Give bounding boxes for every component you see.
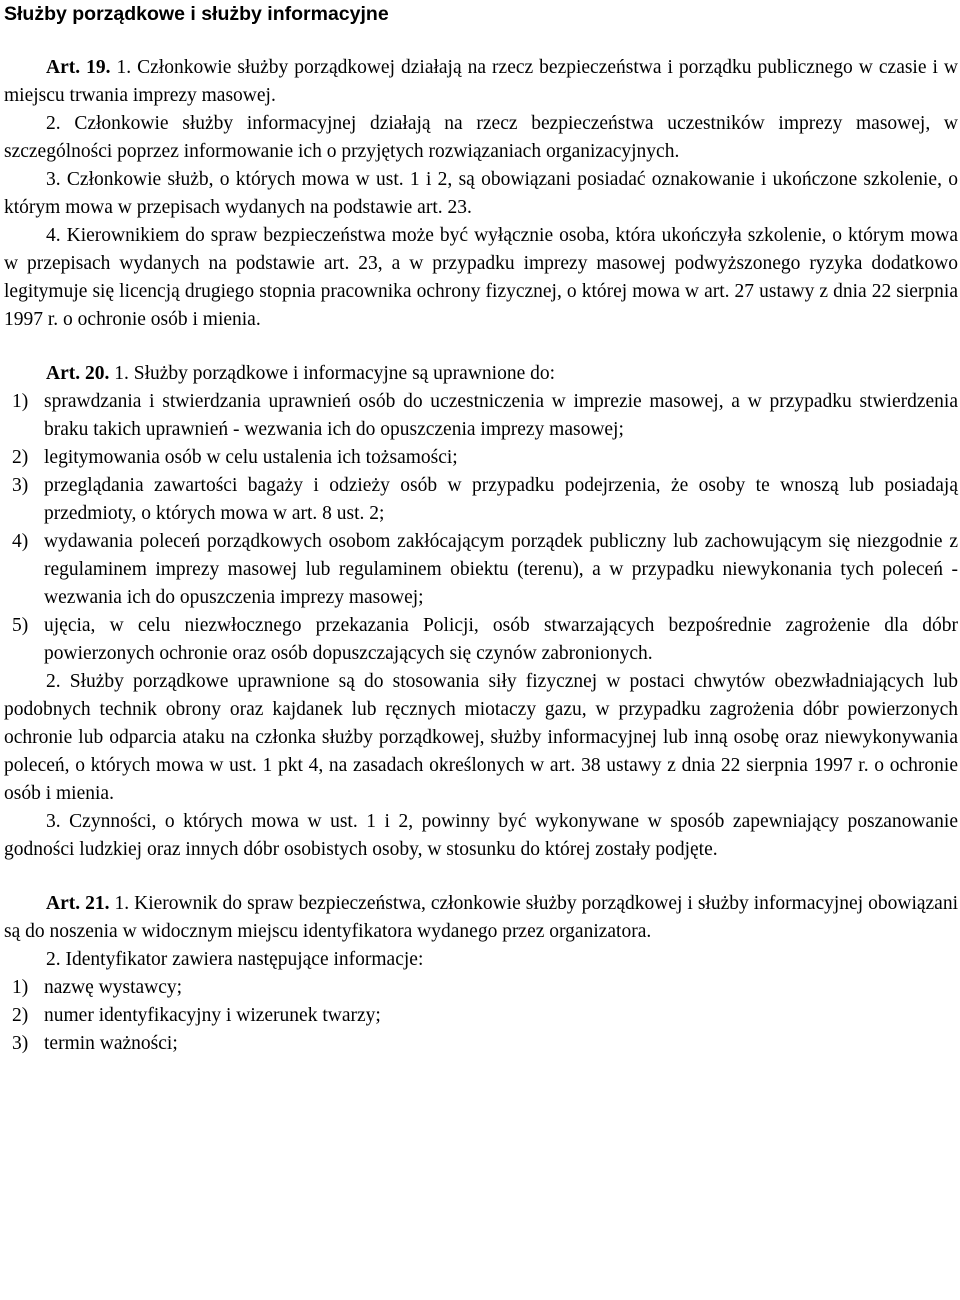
art19-number: Art. 19. (46, 57, 111, 78)
art19-paragraph-4: 4. Kierownikiem do spraw bezpieczeństwa może być wyłącznie osoba, która ukończyła szkolenie, o którym mowa w przepisach wydanych na podstawie art. 23, a w przypadku imprezy masowej podwyższonego ryzyka dodatkowo legitymuje się licencją drugiego stopnia pracownika ochrony fizycznej, o której mowa w art. 27 ustawy z dnia 22 sierpnia 1997 r. o ochronie osób i mienia. (4, 225, 958, 330)
list-item (4, 388, 958, 444)
art20-paragraph-1 (4, 360, 958, 388)
list-item-text: wydawania poleceń porządkowych osobom zakłócającym porządek publiczny lub zachowującym się niezgodnie z regulaminem imprezy masowej lub regulaminem obiektu (terenu), a w przypadku niewykonania tych poleceń - wezwania ich do opuszczenia imprezy masowej; (44, 531, 958, 608)
list-item-number: 3) (12, 1033, 29, 1054)
list-item-number: 3) (12, 475, 29, 496)
list-item-number: 2) (12, 447, 29, 468)
art20-paragraph-3: 3. Czynności, o których mowa w ust. 1 i 2, powinny być wykonywane w sposób zapewniający poszanowanie godności ludzkiej oraz innych dóbr osobistych osoby, w stosunku do której zostały podjęte. (4, 811, 958, 860)
art21-point-list (4, 974, 958, 1058)
list-item (4, 472, 958, 528)
list-item-number: 4) (12, 531, 29, 552)
art19-paragraph-3: 3. Członkowie służb, o których mowa w ust. 1 i 2, są obowiązani posiadać oznakowanie i ukończone szkolenie, o którym mowa w przepisach wydanych na podstawie art. 23. (4, 169, 958, 218)
list-item (4, 528, 958, 612)
list-item-number: 2) (12, 1005, 29, 1026)
list-item-number: 1) (12, 977, 29, 998)
list-item-text: termin ważności; (44, 1033, 178, 1054)
list-item-text: przeglądania zawartości bagaży i odzieży osób w przypadku podejrzenia, że osoby te wnoszą lub posiadają przedmioty, o których mowa w art. 8 ust. 2; (44, 475, 958, 524)
list-item-text: sprawdzania i stwierdzania uprawnień osób do uczestniczenia w imprezie masowej, a w przypadku stwierdzenia braku takich uprawnień - wezwania ich do opuszczenia imprezy masowej; (44, 391, 958, 440)
article-20 (4, 360, 958, 864)
art19-p1-text: 1. Członkowie służby porządkowej działają na rzecz bezpieczeństwa i porządku publicznego w czasie i w miejscu trwania imprezy masowej. (4, 57, 959, 106)
list-item (4, 1030, 958, 1058)
list-item-number: 5) (12, 615, 29, 636)
art20-paragraph-2: 2. Służby porządkowe uprawnione są do stosowania siły fizycznej w postaci chwytów obezwładniających lub podobnych technik obrony oraz kajdanek lub ręcznych miotaczy gazu, w przypadku zagrożenia dóbr powierzonych ochronie lub odparcia ataku na członka służby porządkowej, służby informacyjnej lub inną osobę oraz niewykonywania poleceń, o których mowa w ust. 1 pkt 4, na zasadach określonych w art. 38 ustawy z dnia 22 sierpnia 1997 r. o ochronie osób i mienia. (4, 671, 958, 804)
art21-p1-text: 1. Kierownik do spraw bezpieczeństwa, członkowie służby porządkowej i służby informacyjnej obowiązani są do noszenia w widocznym miejscu identyfikatora wydanego przez organizatora. (4, 893, 959, 942)
article-19 (4, 54, 958, 334)
art20-number: Art. 20. (46, 363, 110, 384)
art19-paragraph-1 (4, 54, 958, 110)
list-item-text: legitymowania osób w celu ustalenia ich tożsamości; (44, 447, 458, 468)
art21-number: Art. 21. (46, 893, 110, 914)
art21-paragraph-2: 2. Identyfikator zawiera następujące informacje: (46, 949, 424, 970)
list-item-text: nazwę wystawcy; (44, 977, 183, 998)
list-item-text: ujęcia, w celu niezwłocznego przekazania Policji, osób stwarzających bezpośrednie zagrożenie dla dóbr powierzonych ochronie oraz osób dopuszczających się czynów zabronionych. (44, 615, 958, 664)
list-item (4, 1002, 958, 1030)
art20-point-list (4, 388, 958, 668)
section-heading: Służby porządkowe i służby informacyjne (4, 3, 389, 25)
list-item-number: 1) (12, 391, 29, 412)
article-21 (4, 890, 958, 1058)
art20-p1-text: 1. Służby porządkowe i informacyjne są uprawnione do: (114, 363, 556, 384)
list-item (4, 612, 958, 668)
list-item (4, 974, 958, 1002)
art21-paragraph-1 (4, 890, 958, 946)
list-item (4, 444, 958, 472)
art19-paragraph-2: 2. Członkowie służby informacyjnej działają na rzecz bezpieczeństwa uczestników imprezy masowej, w szczególności poprzez informowanie ich o przyjętych rozwiązaniach organizacyjnych. (4, 113, 958, 162)
list-item-text: numer identyfikacyjny i wizerunek twarzy; (44, 1005, 381, 1026)
